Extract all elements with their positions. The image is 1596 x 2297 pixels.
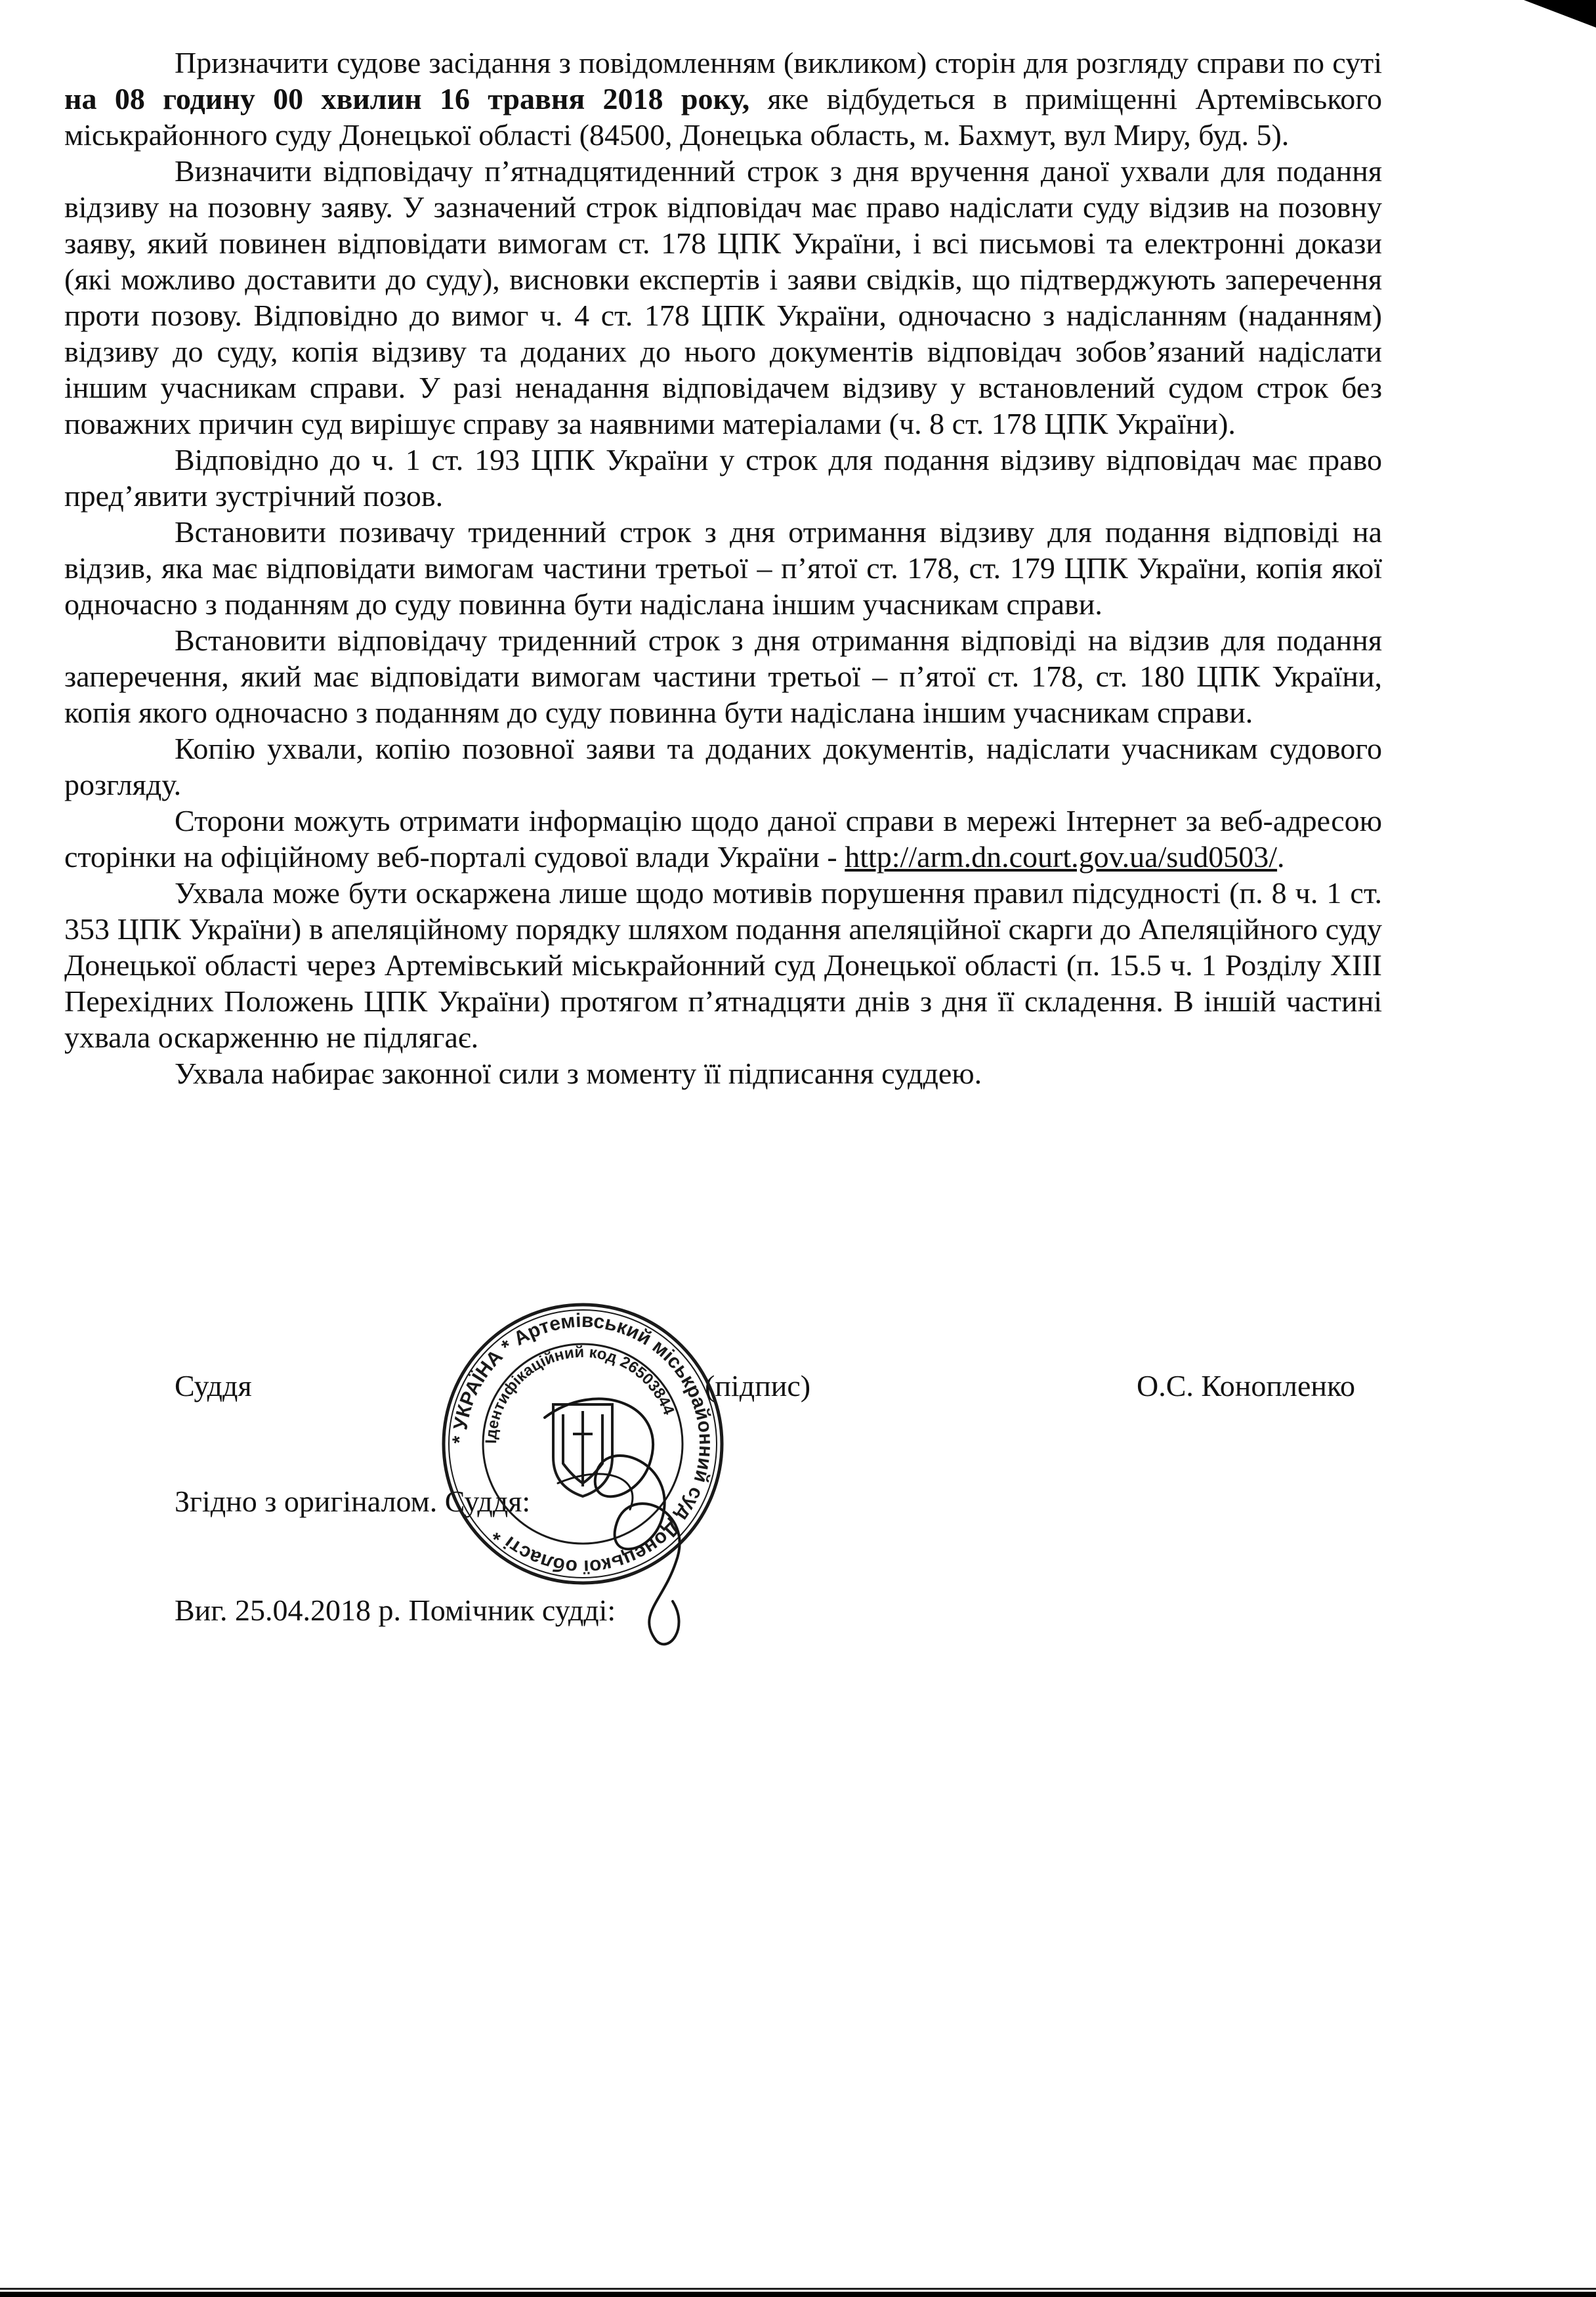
document-body [64,45,1382,1091]
paragraph-plaintiff-reply: Встановити позивачу триденний строк з дня отримання відзиву для подання відповіді на відзив, яка має відповідати вимогам частини третьої – п’ятої ст. 178, ст. 179 ЦПК України, копія якої одночасно з поданням до суду повинна бути надіслана іншим учасникам справи. [64,515,1382,621]
paragraph-internet-info [64,803,1382,875]
seal-outer-text: * УКРАЇНА * Артемівський міськрайонний суд Донецької області * [448,1309,717,1578]
paragraph-effect: Ухвала набирає законної сили з моменту її підписання суддею. [175,1057,982,1090]
paragraph-hearing [64,45,1382,153]
paragraph-counterclaim: Відповідно до ч. 1 ст. 193 ЦПК України у строк для подання відзиву відповідач має право пред’явити зустрічний позов. [64,443,1382,513]
internet-info-end: . [1277,840,1285,874]
copy-certification-label: Згідно з оригіналом. Суддя: [175,1485,531,1518]
scan-bottom-edge [0,2285,1596,2297]
court-website-link[interactable]: http://arm.dn.court.gov.ua/sud0503/ [845,840,1278,874]
paragraph-response-deadline: Визначити відповідачу п’ятнадцятиденний строк з дня вручення даної ухвали для подання відзиву на позовну заяву. У зазначений строк відповідач має право надіслати суду відзив на позовну заяву, який повинен відповідати вимогам ст. 178 ЦПК України, і всі письмові та електронні докази (які можливо доставити до суду), висновки експертів і заяви свідків, що підтверджують заперечення проти позову. Відповідно до вимог ч. 4 ст. 178 ЦПК України, одночасно з надісланням (наданням) відзиву до суду, копія відзиву та доданих до нього документів відповідач зобов’язаний надіслати іншим учасникам справи. У разі ненадання відповідачем відзиву у встановлений судом строк без поважних причин суд вирішує справу за наявними матеріалами (ч. 8 ст. 178 ЦПК України). [64,154,1382,440]
paragraph-appeal: Ухвала може бути оскаржена лише щодо мотивів порушення правил підсудності (п. 8 ч. 1 ст. 353 ЦПК України) в апеляційному порядку шляхом подання апеляційної скарги до Апеляційного суду Донецької області через Артемівський міськрайонний суд Донецької області (п. 15.5 ч. 1 Розділу XIII Перехідних Положень ЦПК України) протягом п’ятнадцяти днів з дня її складення. В іншій частині ухвала оскарженню не підлягає. [64,876,1382,1054]
hearing-text-end: яке відбудеться в приміщенні Артемівського міськрайонного суду Донецької області (84500, Донецька область, м. Бахмут, вул Миру, буд. 5). [64,82,1382,152]
seal-inner-text: Ідентифікаційний код 26503844 [482,1343,678,1444]
hearing-date: на 08 годину 00 хвилин 16 травня 2018 року, [64,82,750,116]
handwritten-signature [505,1365,722,1654]
internet-info-text: Сторони можуть отримати інформацію щодо даної справи в мережі Інтернет за веб-адресою сторінки на офіційному веб-порталі судової влади України - [64,804,1382,874]
paragraph-defendant-objection: Встановити відповідачу триденний строк з дня отримання відповіді на відзив для подання заперечення, який має відповідати вимогам частини третьої – п’ятої ст. 178, ст. 180 ЦПК України, копія якого одночасно з поданням до суду повинна бути надіслана іншим учасникам справи. [64,623,1382,729]
paragraph-copies: Копію ухвали, копію позовної заяви та доданих документів, надіслати учасникам судового розгляду. [64,732,1382,801]
hearing-text-start: Призначити судове засідання з повідомленням (викликом) сторін для розгляду справи по суті [175,46,1382,79]
scan-corner-mark [1524,0,1596,28]
issued-date-label: Виг. 25.04.2018 р. Помічник судді: [175,1593,616,1627]
judge-label: Суддя [175,1369,252,1402]
judge-name: О.С. Конопленко [1137,1369,1356,1402]
signature-note: (підпис) [705,1369,811,1402]
